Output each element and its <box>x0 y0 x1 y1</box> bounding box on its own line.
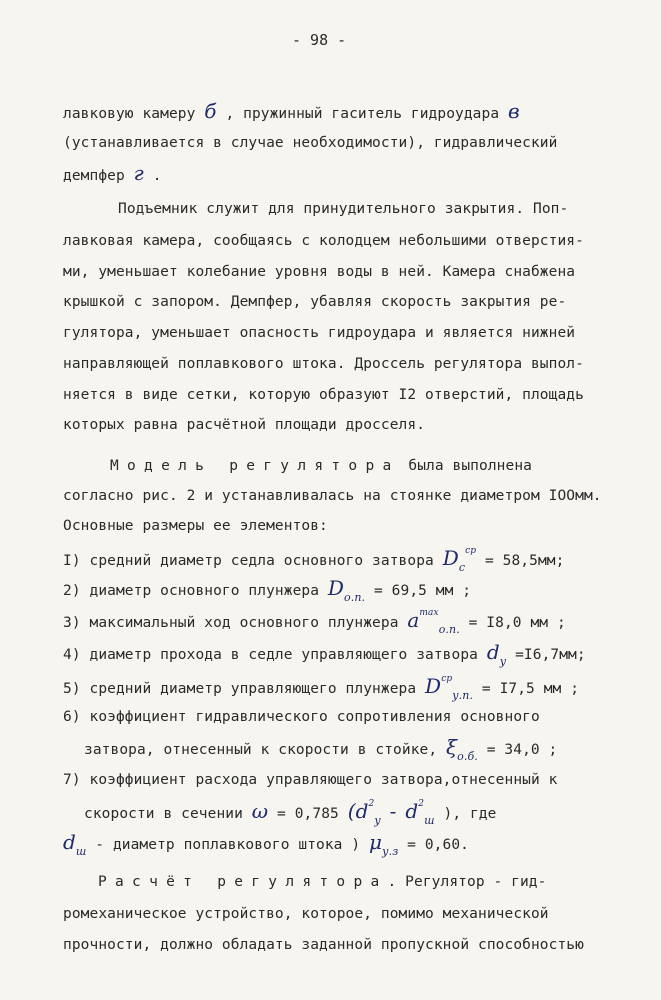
list-item: 4) диаметр прохода в седле управляющего затвора $d_у =I6,7мм$; <box>63 640 586 668</box>
text-line: Подъемник служит для принудительного закрытия. Поп- <box>118 201 569 217</box>
list-item: I) средний диаметр седла основного затвора $D_с^{ср} = 58,5мм$; <box>63 546 565 574</box>
symbol-xi: ξ <box>446 735 458 759</box>
list-item: 6) коэффициент гидравлического сопротивления основного <box>63 709 540 725</box>
text-line: Основные размеры ее элементов: <box>63 518 328 534</box>
symbol-d: d <box>355 799 369 823</box>
list-item-continuation: затвора, отнесенный к скорости в стойке, $\xi_{о.б.} = 34,0$ ; <box>84 735 558 763</box>
text-line: ми, уменьшает колебание уровня воды в ней. Камера снабжена <box>63 264 576 280</box>
text-line: направляющей поплавкового штока. Дроссель регулятора выпол- <box>63 356 584 372</box>
handwritten-letter-g: г <box>133 161 144 185</box>
symbol-omega: ω <box>251 799 269 823</box>
list-item: 3) максимальный ход основного плунжера $a^{max}_{о.п.} = I8,0$ мм ; <box>63 608 566 636</box>
text-line: няется в виде сетки, которую образуют I2 отверстий, площадь <box>63 387 584 403</box>
list-item: 5) средний диаметр управляющего плунжера $D^{ср}_{у.п.} = I7,5$ мм ; <box>63 674 580 702</box>
text-line: лавковая камера, сообщаясь с колодцем небольшими отверстия- <box>63 233 584 249</box>
list-item: 7) коэффициент расхода управляющего затвора,отнесенный к <box>63 772 558 788</box>
symbol-D: D <box>442 546 459 570</box>
text-line: (устанавливается в случае необходимости), гидравлический <box>63 135 558 151</box>
text-line: лавковую камеру б , пружинный гаситель гидроудара в <box>63 99 520 123</box>
text-line: демпфер г . <box>63 161 162 185</box>
handwritten-letter-v: в <box>508 99 520 123</box>
symbol-mu: μ <box>369 830 383 854</box>
text-line: согласно рис. 2 и устанавливалась на стоянке диаметром IOOмм. <box>63 488 602 504</box>
list-item-continuation: скорости в сечении ω = 0,785 ($d^2_у - d^2_ш$ ), где <box>84 799 497 827</box>
list-item: 2) диаметр основного плунжера $D_{о.п.} = 69,5$ мм ; <box>63 576 472 604</box>
text-line: Расчёт регулятора. Регулятор - гид- <box>98 874 547 890</box>
text-line: Модель регулятора была выполнена <box>110 458 532 474</box>
handwritten-letter-b: б <box>204 99 217 123</box>
symbol-D: D <box>425 674 442 698</box>
spaced-heading: Расчёт регулятора <box>98 874 388 890</box>
list-item-continuation: $d_ш$ - диаметр поплавкового штока ) $\mu_{у.з} = 0,60$. <box>63 830 469 858</box>
symbol-d: d <box>405 799 419 823</box>
symbol-d: d <box>486 640 500 664</box>
text-line: ромеханическое устройство, которое, помимо механической <box>63 906 549 922</box>
text-line: прочности, должно обладать заданной пропускной способностью <box>63 937 584 953</box>
page-number: - 98 - <box>292 31 347 49</box>
text-line: крышкой с запором. Демпфер, убавляя скорость закрытия ре- <box>63 294 567 310</box>
text-line: которых равна расчётной площади дросселя. <box>63 417 426 433</box>
spaced-heading: Модель регулятора <box>110 458 400 474</box>
symbol-d: d <box>63 830 76 854</box>
text-line: гулятора, уменьшает опасность гидроудара и является нижней <box>63 325 576 341</box>
symbol-D: D <box>327 576 345 600</box>
symbol-a: a <box>407 608 420 632</box>
